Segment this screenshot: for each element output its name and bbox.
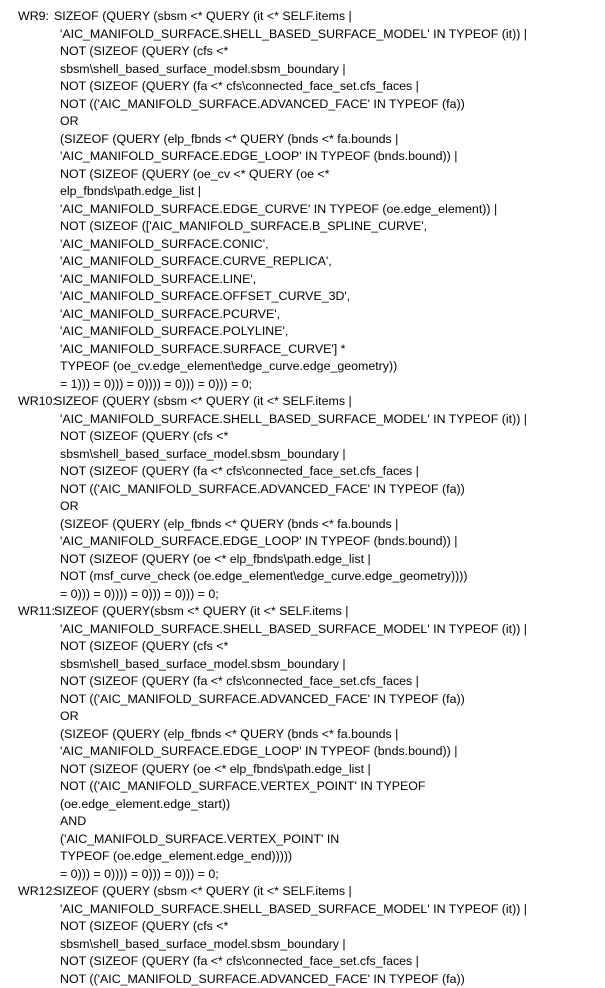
rule-line: (oe.edge_element.edge_start)) <box>0 796 605 814</box>
rule-line: NOT (SIZEOF (QUERY (fa <* cfs\connected_face_set.cfs_faces | <box>0 673 605 691</box>
rule-label: WR12: <box>18 883 56 901</box>
rule-line: NOT (SIZEOF (QUERY (fa <* cfs\connected_face_set.cfs_faces | <box>0 953 605 971</box>
rule-line: (SIZEOF (QUERY (elp_fbnds <* QUERY (bnds <* fa.bounds | <box>0 131 605 149</box>
rule-line: sbsm\shell_based_surface_model.sbsm_boundary | <box>0 656 605 674</box>
rule-line: 'AIC_MANIFOLD_SURFACE.PCURVE', <box>0 306 605 324</box>
rule-line: ('AIC_MANIFOLD_SURFACE.VERTEX_POINT' IN <box>0 831 605 849</box>
rule-line: 'AIC_MANIFOLD_SURFACE.CONIC', <box>0 236 605 254</box>
rule-line: NOT (msf_curve_check (oe.edge_element\edge_curve.edge_geometry)))) <box>0 568 605 586</box>
rule-line: SIZEOF (QUERY (sbsm <* QUERY (it <* SELF.items | <box>0 883 605 901</box>
rule-line: OR <box>0 113 605 131</box>
rule-line: 'AIC_MANIFOLD_SURFACE.SHELL_BASED_SURFACE_MODEL' IN TYPEOF (it)) | <box>0 621 605 639</box>
rule-line: 'AIC_MANIFOLD_SURFACE.SHELL_BASED_SURFACE_MODEL' IN TYPEOF (it)) | <box>0 411 605 429</box>
rule-wr10 <box>0 393 605 603</box>
rule-line: NOT (('AIC_MANIFOLD_SURFACE.VERTEX_POINT' IN TYPEOF <box>0 778 605 796</box>
rule-line: 'AIC_MANIFOLD_SURFACE.EDGE_LOOP' IN TYPEOF (bnds.bound)) | <box>0 743 605 761</box>
rule-line: NOT (SIZEOF (QUERY (oe <* elp_fbnds\path.edge_list | <box>0 551 605 569</box>
rule-line: OR <box>0 708 605 726</box>
rule-line: SIZEOF (QUERY(sbsm <* QUERY (it <* SELF.items | <box>0 603 605 621</box>
rule-line: 'AIC_MANIFOLD_SURFACE.CURVE_REPLICA', <box>0 253 605 271</box>
rule-line: NOT (SIZEOF (QUERY (oe_cv <* QUERY (oe <* <box>0 166 605 184</box>
rule-line: sbsm\shell_based_surface_model.sbsm_boundary | <box>0 61 605 79</box>
rule-line: NOT (('AIC_MANIFOLD_SURFACE.ADVANCED_FACE' IN TYPEOF (fa)) <box>0 96 605 114</box>
rule-line: 'AIC_MANIFOLD_SURFACE.LINE', <box>0 271 605 289</box>
rule-line: OR <box>0 498 605 516</box>
rule-line: NOT (('AIC_MANIFOLD_SURFACE.ADVANCED_FACE' IN TYPEOF (fa)) <box>0 691 605 709</box>
rule-line: elp_fbnds\path.edge_list | <box>0 183 605 201</box>
rule-line: NOT (SIZEOF (QUERY (fa <* cfs\connected_face_set.cfs_faces | <box>0 463 605 481</box>
rule-wr12 <box>0 883 605 988</box>
rule-line: 'AIC_MANIFOLD_SURFACE.SHELL_BASED_SURFACE_MODEL' IN TYPEOF (it)) | <box>0 26 605 44</box>
rule-line: NOT (SIZEOF (QUERY (cfs <* <box>0 43 605 61</box>
rule-line: sbsm\shell_based_surface_model.sbsm_boundary | <box>0 936 605 954</box>
rule-line: TYPEOF (oe.edge_element.edge_end))))) <box>0 848 605 866</box>
rule-label: WR10: <box>18 393 56 411</box>
rule-line: 'AIC_MANIFOLD_SURFACE.EDGE_LOOP' IN TYPEOF (bnds.bound)) | <box>0 148 605 166</box>
rule-line: 'AIC_MANIFOLD_SURFACE.EDGE_LOOP' IN TYPEOF (bnds.bound)) | <box>0 533 605 551</box>
rule-line: 'AIC_MANIFOLD_SURFACE.POLYLINE', <box>0 323 605 341</box>
rule-line: (SIZEOF (QUERY (elp_fbnds <* QUERY (bnds <* fa.bounds | <box>0 726 605 744</box>
rule-line: NOT (SIZEOF (QUERY (cfs <* <box>0 918 605 936</box>
rule-line: NOT (('AIC_MANIFOLD_SURFACE.ADVANCED_FACE' IN TYPEOF (fa)) <box>0 481 605 499</box>
rule-line: 'AIC_MANIFOLD_SURFACE.OFFSET_CURVE_3D', <box>0 288 605 306</box>
rule-line: sbsm\shell_based_surface_model.sbsm_boundary | <box>0 446 605 464</box>
rule-label: WR9: <box>18 8 49 26</box>
rule-wr11 <box>0 603 605 883</box>
rule-line: SIZEOF (QUERY (sbsm <* QUERY (it <* SELF.items | <box>0 8 605 26</box>
rule-line: (SIZEOF (QUERY (elp_fbnds <* QUERY (bnds <* fa.bounds | <box>0 516 605 534</box>
rule-label: WR11: <box>18 603 55 621</box>
rule-line: = 1))) = 0))) = 0)))) = 0))) = 0))) = 0; <box>0 376 605 394</box>
rule-line: NOT (SIZEOF (['AIC_MANIFOLD_SURFACE.B_SPLINE_CURVE', <box>0 218 605 236</box>
rule-line: = 0))) = 0)))) = 0))) = 0))) = 0; <box>0 586 605 604</box>
rule-line: NOT (('AIC_MANIFOLD_SURFACE.ADVANCED_FACE' IN TYPEOF (fa)) <box>0 971 605 988</box>
rule-line: SIZEOF (QUERY (sbsm <* QUERY (it <* SELF.items | <box>0 393 605 411</box>
rule-wr9 <box>0 8 605 393</box>
rule-line: NOT (SIZEOF (QUERY (fa <* cfs\connected_face_set.cfs_faces | <box>0 78 605 96</box>
rule-line: NOT (SIZEOF (QUERY (cfs <* <box>0 638 605 656</box>
rule-line: NOT (SIZEOF (QUERY (cfs <* <box>0 428 605 446</box>
rule-line: = 0))) = 0)))) = 0))) = 0))) = 0; <box>0 866 605 884</box>
rule-line: 'AIC_MANIFOLD_SURFACE.SURFACE_CURVE'] * <box>0 341 605 359</box>
rule-line: NOT (SIZEOF (QUERY (oe <* elp_fbnds\path.edge_list | <box>0 761 605 779</box>
rule-line: TYPEOF (oe_cv.edge_element\edge_curve.edge_geometry)) <box>0 358 605 376</box>
rule-line: 'AIC_MANIFOLD_SURFACE.EDGE_CURVE' IN TYPEOF (oe.edge_element)) | <box>0 201 605 219</box>
rule-line: AND <box>0 813 605 831</box>
rule-line: 'AIC_MANIFOLD_SURFACE.SHELL_BASED_SURFACE_MODEL' IN TYPEOF (it)) | <box>0 901 605 919</box>
